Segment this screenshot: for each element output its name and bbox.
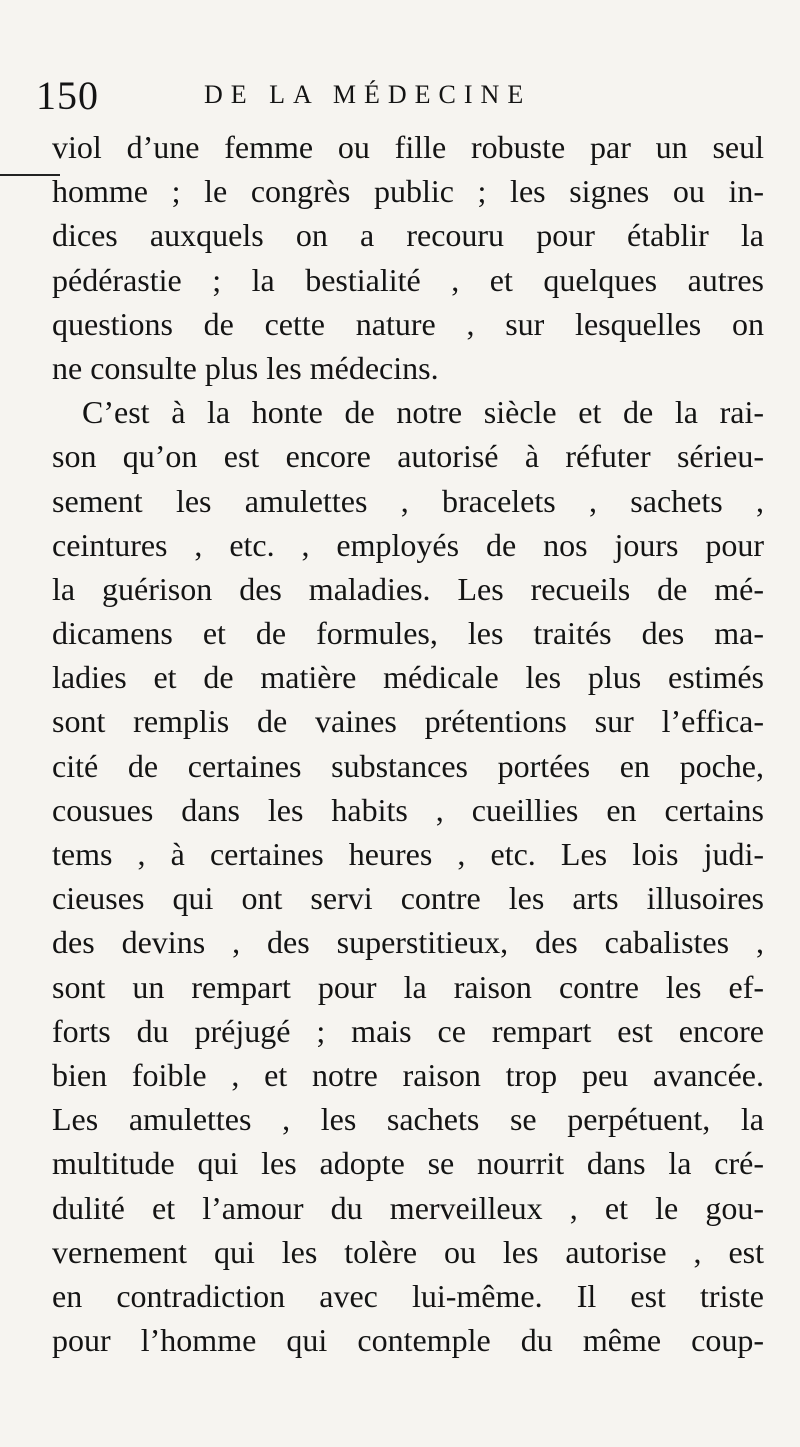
text-line: des devins , des superstitieux, des cabalistes , [52,924,764,961]
text-line: la guérison des maladies. Les recueils de mé- [52,570,764,607]
text-line: sont remplis de vaines prétentions sur l’effica- [52,703,764,740]
text-line: ne consulte plus les médecins. [52,349,439,386]
text-line: viol d’une femme ou fille robuste par un seul [52,129,764,165]
text-line: pédérastie ; la bestialité , et quelques autres [52,261,764,298]
margin-rule [0,174,60,176]
text-line: multitude qui les adopte se nourrit dans la cré- [52,1145,764,1182]
text-line: dicamens et de formules, les traités des ma- [52,615,764,652]
text-line: ladies et de matière médicale les plus estimés [52,659,764,696]
text-line: cousues dans les habits , cueillies en certains [52,791,764,828]
text-line: sont un rempart pour la raison contre les ef- [52,968,764,1005]
text-line: en contradiction avec lui-même. Il est triste [52,1277,764,1314]
text-line: questions de cette nature , sur lesquelles on [52,305,764,342]
text-line: vernement qui les tolère ou les autorise , est [52,1233,764,1270]
running-head: DE LA MÉDECINE [204,80,532,109]
text-line: cité de certaines substances portées en poche, [52,747,764,784]
text-line: sement les amulettes , bracelets , sachets , [52,482,764,519]
text-line: bien foible , et notre raison trop peu avancée. [52,1056,764,1093]
text-line: Les amulettes , les sachets se perpétuent, la [52,1101,764,1138]
text-line: son qu’on est encore autorisé à réfuter sérieu- [52,438,764,475]
text-line: forts du préjugé ; mais ce rempart est encore [52,1012,764,1049]
body-text [52,125,764,1362]
text-line: dulité et l’amour du merveilleux , et le gou- [52,1189,764,1226]
text-line: tems , à certaines heures , etc. Les lois judi- [52,836,764,872]
page-header [36,68,756,118]
text-line: pour l’homme qui contemple du même coup- [52,1322,764,1359]
text-line: cieuses qui ont servi contre les arts illusoires [52,880,764,917]
paragraph-start-line: C’est à la honte de notre siècle et de la rai- [82,394,764,431]
text-line: ceintures , etc. , employés de nos jours pour [52,526,764,563]
text-line: dices auxquels on a recouru pour établir la [52,217,764,254]
page-number: 150 [36,73,99,118]
text-line: homme ; le congrès public ; les signes ou in- [52,173,764,210]
